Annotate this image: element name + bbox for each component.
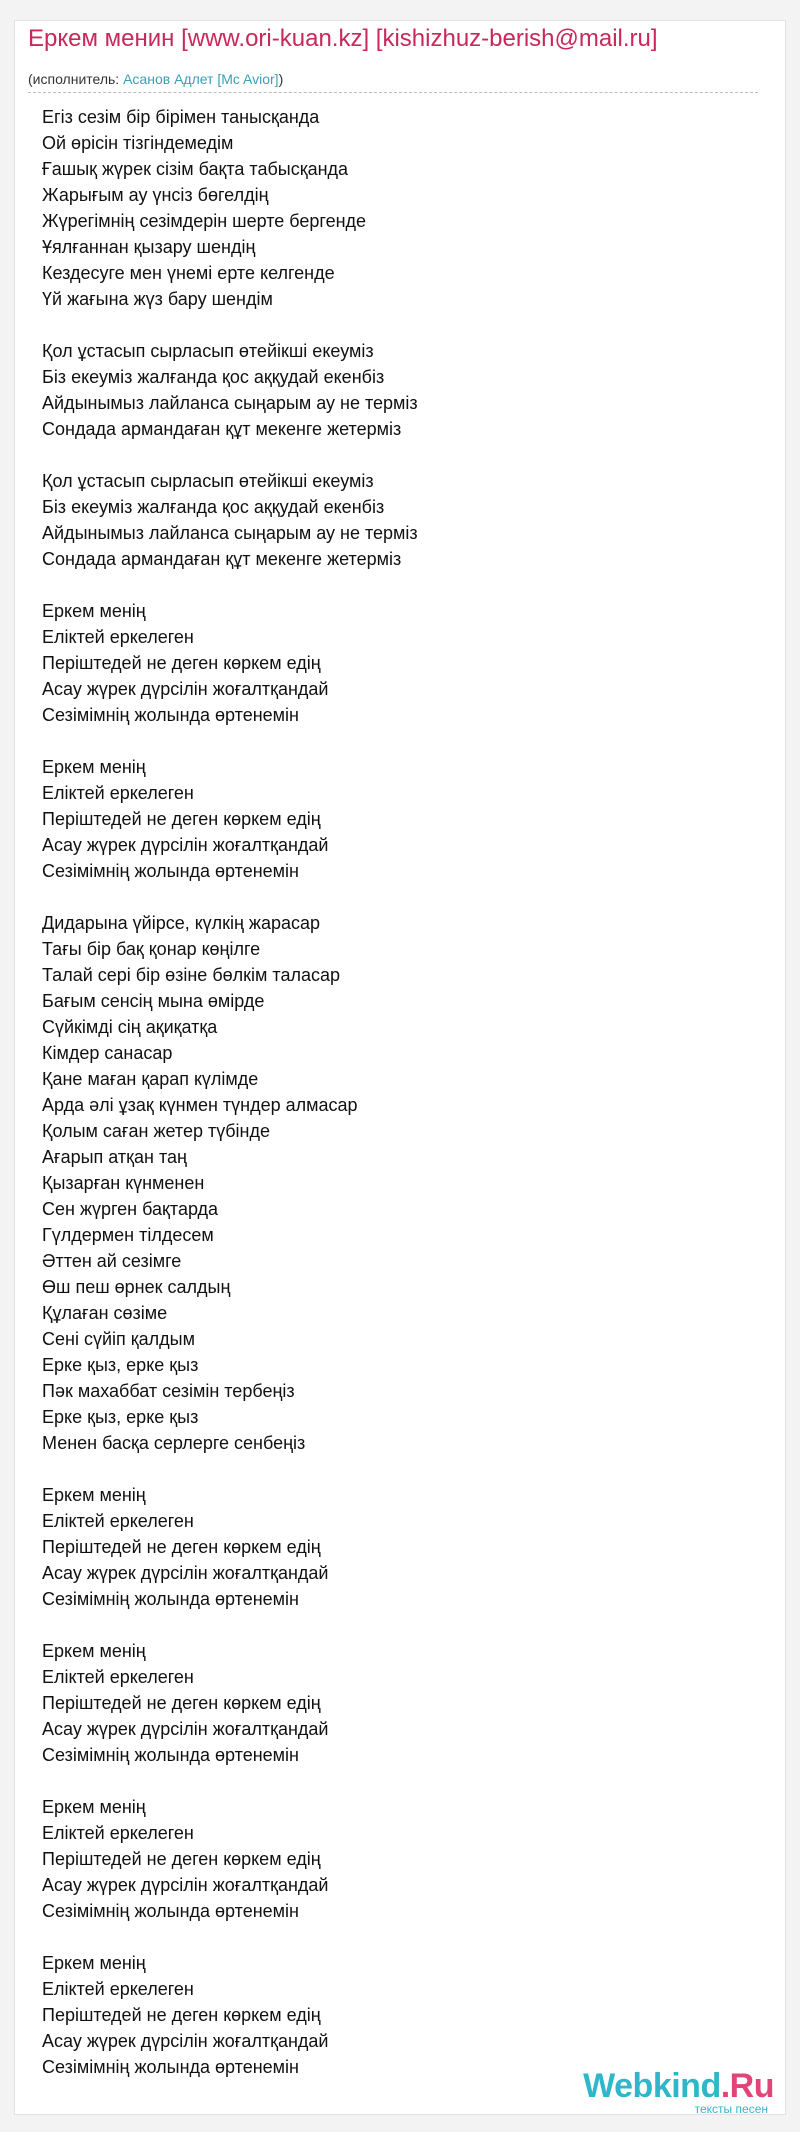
lyric-line: Періштедей не деген көркем едің — [42, 1849, 321, 1869]
logo-wordmark — [583, 2068, 774, 2104]
lyric-line: Еркем менің — [42, 1797, 146, 1817]
lyric-line: Еліктей еркелеген — [42, 1979, 194, 1999]
lyric-line: Сезімімнің жолында өртенемін — [42, 1745, 299, 1765]
lyric-line: Айдынымыз лайланса сыңарым ау не терміз — [42, 393, 418, 413]
lyric-line: Еліктей еркелеген — [42, 783, 194, 803]
lyric-line: Асау жүрек дүрсілін жоғалтқандай — [42, 835, 329, 855]
header-divider — [28, 92, 758, 93]
performer-prefix: (исполнитель: — [28, 71, 124, 87]
lyric-line: Сезімімнің жолында өртенемін — [42, 1589, 299, 1609]
lyric-line: Тағы бір бақ қонар көңілге — [42, 939, 261, 959]
lyric-line: Гүлдермен тілдесем — [42, 1225, 214, 1245]
lyric-line: Асау жүрек дүрсілін жоғалтқандай — [42, 2031, 329, 2051]
lyric-line: Талай сері бір өзіне бөлкім таласар — [42, 965, 340, 985]
lyrics-stanza — [42, 338, 762, 442]
lyric-line: Сезімімнің жолында өртенемін — [42, 2057, 299, 2077]
performer-suffix: ) — [278, 71, 284, 87]
lyric-line: Періштедей не деген көркем едің — [42, 809, 321, 829]
lyric-line: Жүрегімнің сезімдерін шерте бергенде — [42, 211, 367, 231]
lyric-line: Періштедей не деген көркем едің — [42, 1537, 321, 1557]
lyric-line: Біз екеуміз жалғанда қос аққудай екенбіз — [42, 497, 385, 517]
performer-link[interactable]: Асанов Адлет [Mc Avior] — [123, 71, 279, 87]
lyric-line: Періштедей не деген көркем едің — [42, 1693, 321, 1713]
lyrics-stanza — [42, 910, 762, 1456]
lyric-line: Менен басқа серлерге сенбеңіз — [42, 1433, 306, 1453]
lyrics-stanza — [42, 1638, 762, 1768]
lyric-line: Еркем менің — [42, 1953, 146, 1973]
lyric-line: Еліктей еркелеген — [42, 627, 194, 647]
lyric-line: Сезімімнің жолында өртенемін — [42, 1901, 299, 1921]
lyric-line: Қол ұстасып сырласып өтейікші екеуміз — [42, 341, 374, 361]
logo-main-text: Webkind — [583, 2067, 721, 2105]
lyrics-stanza — [42, 598, 762, 728]
lyrics-stanza — [42, 468, 762, 572]
lyric-line: Қол ұстасып сырласып өтейікші екеуміз — [42, 471, 374, 491]
lyric-line: Сондада армандаған құт мекенге жетерміз — [42, 419, 402, 439]
lyric-line: Егіз сезім бір бірімен танысқанда — [42, 107, 320, 127]
lyric-line: Ерке қыз, ерке қыз — [42, 1407, 199, 1427]
lyric-line: Еркем менің — [42, 757, 146, 777]
lyric-line: Сезімімнің жолында өртенемін — [42, 705, 299, 725]
webkind-logo[interactable] — [583, 2068, 774, 2116]
lyric-line: Сондада армандаған құт мекенге жетерміз — [42, 549, 402, 569]
lyric-line: Бағым сенсің мына өмірде — [42, 991, 265, 1011]
lyric-line: Еркем менің — [42, 601, 146, 621]
lyrics-stanza — [42, 104, 762, 312]
song-title: Еркем менин [www.ori-kuan.kz] [kishizhuz-berish@mail.ru] — [28, 25, 658, 52]
lyric-line: Асау жүрек дүрсілін жоғалтқандай — [42, 1875, 329, 1895]
lyric-line: Дидарына үйірсе, күлкің жарасар — [42, 913, 321, 933]
lyric-line: Асау жүрек дүрсілін жоғалтқандай — [42, 1719, 329, 1739]
lyric-line: Қызарған күнменен — [42, 1173, 205, 1193]
lyric-line: Үй жағына жүз бару шендім — [42, 289, 273, 309]
lyric-line: Еркем менің — [42, 1485, 146, 1505]
logo-ru-text: .Ru — [720, 2067, 774, 2105]
lyric-line: Асау жүрек дүрсілін жоғалтқандай — [42, 1563, 329, 1583]
lyric-line: Ағарып атқан таң — [42, 1147, 187, 1167]
lyric-line: Жарығым ау үнсіз бөгелдің — [42, 185, 269, 205]
lyric-line: Сен жүрген бақтарда — [42, 1199, 219, 1219]
lyric-line: Ғашық жүрек сізім бақта табысқанда — [42, 159, 349, 179]
lyric-line: Еліктей еркелеген — [42, 1511, 194, 1531]
lyrics-body — [42, 104, 762, 2106]
lyric-line: Өш пеш өрнек салдың — [42, 1277, 231, 1297]
lyric-line: Еліктей еркелеген — [42, 1823, 194, 1843]
lyric-line: Кездесуге мен үнемі ерте келгенде — [42, 263, 335, 283]
lyric-line: Ерке қыз, ерке қыз — [42, 1355, 199, 1375]
lyric-line: Құлаған сөзіме — [42, 1303, 168, 1323]
lyric-line: Әттен ай сезімге — [42, 1251, 182, 1271]
lyric-line: Қане маған қарап күлімде — [42, 1069, 259, 1089]
lyrics-stanza — [42, 1950, 762, 2080]
lyric-line: Періштедей не деген көркем едің — [42, 2005, 321, 2025]
lyric-line: Періштедей не деген көркем едің — [42, 653, 321, 673]
lyric-line: Сені сүйіп қалдым — [42, 1329, 195, 1349]
lyric-line: Сүйкімді сің ақиқатқа — [42, 1017, 218, 1037]
lyric-line: Асау жүрек дүрсілін жоғалтқандай — [42, 679, 329, 699]
lyric-line: Айдынымыз лайланса сыңарым ау не терміз — [42, 523, 418, 543]
lyric-line: Кімдер санасар — [42, 1043, 173, 1063]
lyric-line: Біз екеуміз жалғанда қос аққудай екенбіз — [42, 367, 385, 387]
logo-tagline: тексты песен — [694, 2102, 768, 2116]
lyric-line: Еркем менің — [42, 1641, 146, 1661]
lyrics-stanza — [42, 1794, 762, 1924]
lyric-line: Сезімімнің жолында өртенемін — [42, 861, 299, 881]
lyric-line: Еліктей еркелеген — [42, 1667, 194, 1687]
lyric-line: Пәк махаббат сезімін тербеңіз — [42, 1381, 295, 1401]
lyric-line: Ұялғаннан қызару шендің — [42, 237, 256, 257]
lyric-line: Арда әлі ұзақ күнмен түндер алмасар — [42, 1095, 358, 1115]
lyrics-stanza — [42, 754, 762, 884]
lyrics-stanza — [42, 1482, 762, 1612]
lyric-line: Ой өрісін тізгіндемедім — [42, 133, 234, 153]
lyric-line: Қолым саған жетер түбінде — [42, 1121, 270, 1141]
performer-line — [28, 70, 283, 88]
